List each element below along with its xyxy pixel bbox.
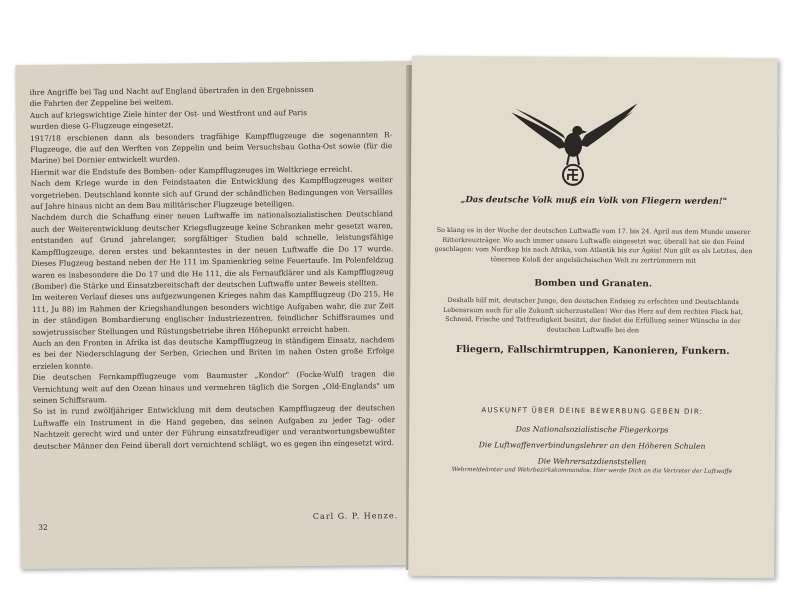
- slogan-heading: „Das deutsche Volk muß ein Volk von Fliegern werden!": [460, 195, 728, 207]
- text-line: wurden diese G-Flugzeuge eingesetzt.: [29, 120, 174, 132]
- text-line: Auch auf kriegswichtige Ziele hinter der Ost- und Westfront und auf Paris: [29, 107, 308, 120]
- appeal-paragraph: Deshalb hilf mit, deutscher Junge, den deutschen Endsieg zu erfechten und Deutschlands Lebensraum auch für alle Zukunft sicherzustellen! Wer das Herz auf dem rechten Fleck hat, Schneid, Frische und Tatfreudigkeit besitzt, der findet die Erfüllung seiner Wünsche in der deutschen Luftwaffe bei den: [443, 295, 744, 335]
- text-paragraph: Die deutschen Fernkampfflugzeuge vom Baumuster „Kondor" (Focke-Wulf) tragen die Vernichtung weit auf den Ozean hinaus und vermehren täglich die Sorgen „Old-Englands" um seinen Schiffsraum.: [32, 369, 395, 405]
- left-page: [15, 61, 418, 569]
- eagle-emblem-icon: [509, 98, 640, 189]
- intro-paragraph: So klang es in der Woche der deutschen Luftwaffe vom 17. bis 24. April aus dem Munde unserer Ritterkreuzträger. Wo auch immer unsere Luftwaffe eingesetzt war, überall hat sie den Feind geschlagen: vom Nordkap bis nach Afrika, vom Atlantik bis zur Ägäis! Nun gilt es als Letztes, den tönernen Koloß der angelsächsischen Welt zu zertrümmern mit: [434, 225, 753, 265]
- right-page: [408, 56, 778, 579]
- branches-heading: Fliegern, Fallschirmtruppen, Kanonieren, Funkern.: [455, 344, 730, 357]
- text-paragraph: Nachdem durch die Schaffung einer neuen Luftwaffe im nationalsozialistischen Deutschland auch der Weiterentwicklung deutscher Kriegsflugzeuge keine Schranken mehr gesetzt waren, entstanden auf Grund jahrelanger, sorgfältiger Studien bald schnelle, leistungsfähige Kampfflugzeuge, deren erstes und bekanntestes in der neuen Luftwaffe die Do 17 wurde. Dieses Flugzeug bestand neben der He 111 im Spanienkrieg seine Feuertaufe. Im Polenfeldzug waren es insbesondere die Do 17 und die He 111, die als Fernaufklärer und als Kampfflugzeug (Bomber) die Stärke und Einsatzbereitschaft der deutschen Luftwaffe unter Beweis stellten.: [30, 209, 394, 291]
- text-paragraph: Auch an den Fronten in Afrika ist das deutsche Kampfflugzeug in ständigem Einsatz, nachdem es bei der Niederschlagung der Serben, Griechen und Briten im nahen Osten große Erfolge erzielen konnte.: [32, 335, 395, 371]
- organization-line: Die Wehrersatzdienststellen: [537, 456, 647, 467]
- bomben-heading: Bomben und Granaten.: [534, 278, 653, 290]
- open-booklet: [18, 55, 776, 580]
- text-line: die Fahrten der Zeppeline bei weitem.: [29, 97, 174, 109]
- page-number: 32: [38, 522, 48, 532]
- information-heading: AUSKUNFT ÜBER DEINE BEWERBUNG GEBEN DIR:: [481, 406, 704, 416]
- organization-line: Die Luftwaffenverbindungslehrer an den Höheren Schulen: [478, 440, 706, 451]
- left-page-text: [30, 83, 397, 527]
- text-paragraph: Hiermit war die Endstufe des Bomben- oder Kampfflugzeuges im Weltkriege erreicht.: [30, 164, 353, 177]
- text-paragraph: 1917/18 erschienen dann als besonders tragfähige Kampfflugzeuge die sogenannten R-Flugzeuge, die auf den Werften von Zeppelin und beim Versuchsbau Gotha-Ost sowie (für die Marine) bei Dornier entwickelt wurden.: [30, 129, 393, 166]
- organization-subline: Wehrmeldeämter und Wehrbezirkskommandos. Hier werde Dich an die Vertreter der Luftwaffe: [451, 467, 733, 475]
- text-paragraph: Im weiteren Verlauf dieses uns aufgezwungenen Krieges nahm das Kampfflugzeug (Do 215, He 111, Ju 88) im Rahmen der Kriegshandlungen besonders wichtige Aufgaben wahr, die zur Zeit in der ständigen Bombardierung englischer Industriezentren, feindlicher Schiffsraumes und sowjetrussischer Stellungen und Rüstungsbetriebe ihren Höhepunkt erreicht haben.: [31, 289, 395, 337]
- author-signature: Carl G. P. Henze.: [312, 511, 399, 522]
- text-paragraph: So ist in rund zwölfjähriger Entwicklung mit dem deutschen Kampfflugzeug der deutschen Luftwaffe ein Instrument in die Hand gegeben, das seinen Aufgaben zu jeder Tag- oder Nachtzeit gerecht wird und unter der Führung einsatzfreudiger und verantwortungsbewußter deutscher Männer den Feind überall dort vernichtend schlägt, wo es gegen ihn eingesetzt wird.: [32, 403, 396, 451]
- text-line: ihre Angriffe bei Tag und Nacht auf England übertrafen in den Ergebnissen: [29, 84, 314, 97]
- organization-line: Das Nationalsozialistische Fliegerkorps: [515, 424, 669, 435]
- text-paragraph: Nach dem Kriege wurde in den Feindstaaten die Entwicklung des Kampfflugzeuges weiter vorgetrieben. Deutschland konnte sich auf Grund der schändlichen Bedingungen von Versailles auf Jahre hinaus nicht an dem Bau militärischer Flugzeuge beteiligen.: [30, 175, 393, 212]
